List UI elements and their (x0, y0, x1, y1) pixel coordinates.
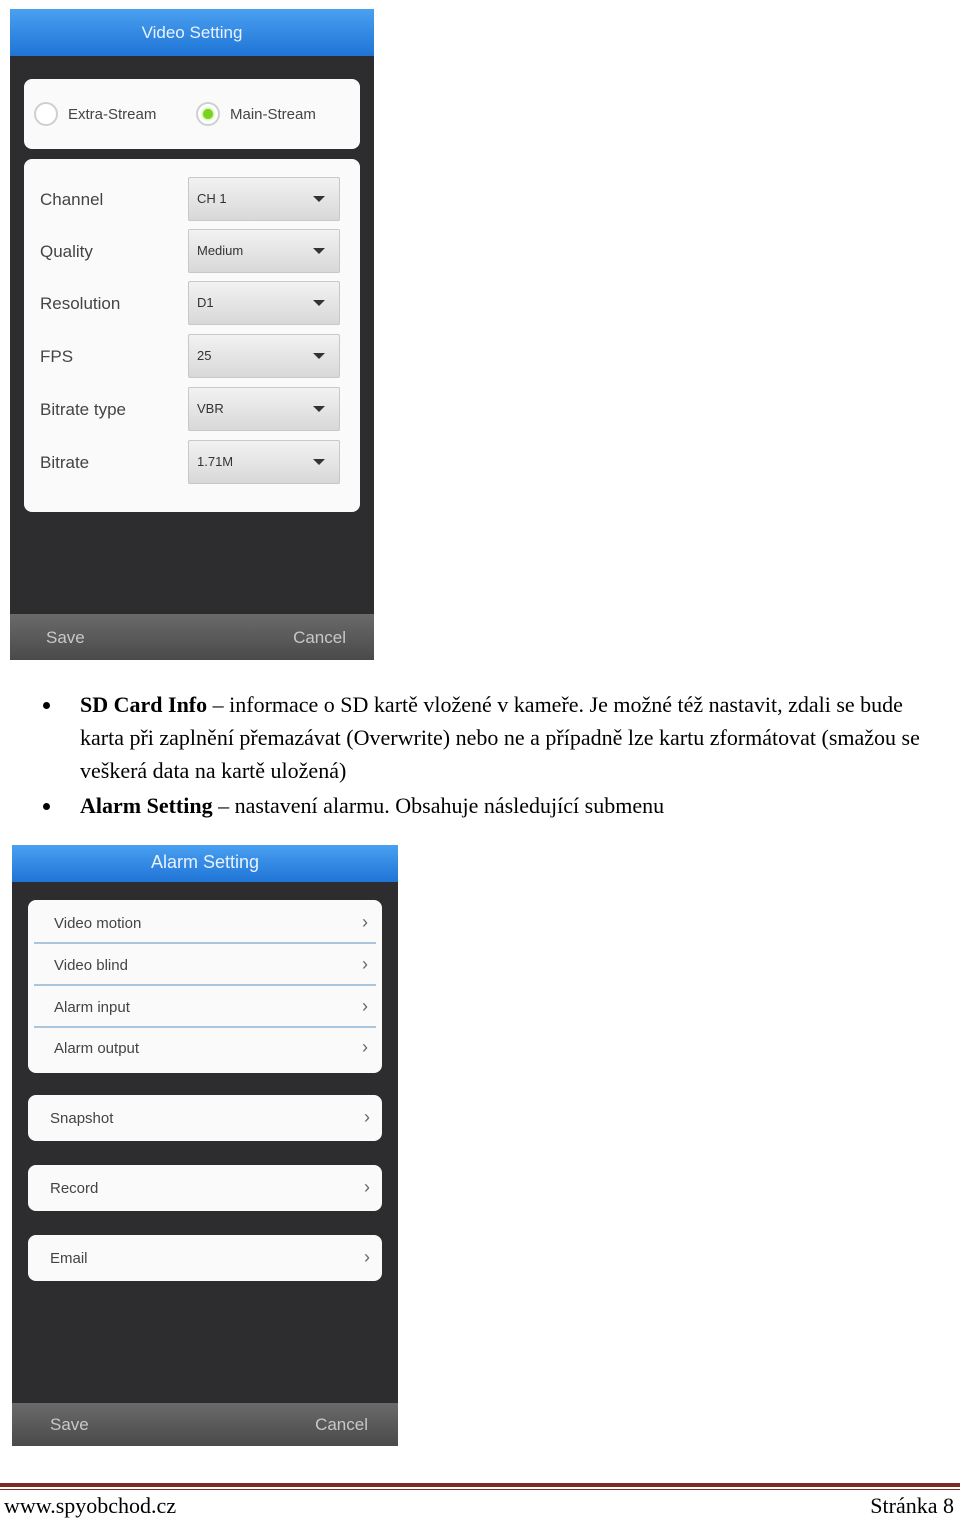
fps-dropdown[interactable] (188, 334, 340, 378)
bullet-icon (43, 702, 50, 709)
chevron-right-icon: › (362, 954, 368, 974)
settings-panel (24, 159, 360, 512)
sd-card-info-paragraph (80, 688, 948, 787)
setting-row-fps (24, 334, 360, 380)
menu-item-label: Video blind (54, 957, 128, 974)
chevron-down-icon (313, 248, 325, 254)
quality-dropdown[interactable] (188, 229, 340, 273)
menu-item-label: Alarm output (54, 1040, 140, 1057)
setting-row-bitrate (24, 440, 360, 486)
menu-item-label: Alarm input (54, 999, 130, 1016)
setting-row-quality (24, 229, 360, 275)
chevron-down-icon (313, 353, 325, 359)
stream-selector (24, 79, 360, 149)
alarm-menu-group (28, 900, 382, 1073)
cancel-button[interactable]: Cancel (315, 1415, 368, 1434)
menu-item-record[interactable] (28, 1165, 382, 1211)
chevron-right-icon: › (364, 1177, 370, 1197)
menu-item-email[interactable] (28, 1235, 382, 1281)
footer-divider-thin (0, 1489, 960, 1490)
save-button[interactable]: Save (50, 1415, 89, 1434)
setting-row-resolution (24, 281, 360, 327)
dropdown-value: 1.71M (197, 454, 234, 469)
sd-card-info-description: – informace o SD kartě vložené v kameře. Je možné též nastavit, zdali se bude karta při zaplnění přemazávat (Overwrite) nebo ne a případně lze kartu zformátovat (smažou se veškerá data na kartě uložená) (80, 692, 920, 783)
alarm-setting-term: Alarm Setting (80, 793, 213, 818)
setting-label: Channel (40, 190, 104, 209)
menu-item-video-motion[interactable] (28, 903, 382, 944)
menu-item-label: Video motion (54, 915, 142, 932)
main-stream-radio[interactable] (196, 102, 220, 126)
footer-website: www.spyobchod.cz (4, 1493, 177, 1518)
resolution-dropdown[interactable] (188, 281, 340, 325)
footer-divider (0, 1483, 960, 1487)
setting-row-bitrate-type (24, 387, 360, 433)
menu-item-snapshot[interactable] (28, 1095, 382, 1141)
chevron-down-icon (313, 300, 325, 306)
chevron-down-icon (313, 196, 325, 202)
setting-label: Bitrate type (40, 400, 126, 419)
dropdown-value: D1 (197, 295, 214, 310)
menu-item-alarm-input[interactable] (28, 987, 382, 1028)
alarm-setting-bottom-bar (12, 1403, 398, 1446)
alarm-setting-title: Alarm Setting (12, 845, 398, 882)
menu-item-label: Snapshot (50, 1110, 114, 1127)
video-setting-bottom-bar (10, 614, 374, 660)
menu-item-video-blind[interactable] (28, 945, 382, 986)
dropdown-value: 25 (197, 348, 212, 363)
video-setting-screenshot (10, 9, 374, 660)
alarm-setting-screenshot (12, 845, 398, 1446)
chevron-right-icon: › (364, 1107, 370, 1127)
alarm-setting-description: – nastavení alarmu. Obsahuje následující submenu (212, 793, 665, 818)
setting-label: Quality (40, 242, 93, 261)
setting-label: Resolution (40, 294, 121, 313)
save-button[interactable]: Save (46, 628, 85, 647)
bitrate-type-dropdown[interactable] (188, 387, 340, 431)
video-setting-title: Video Setting (10, 9, 374, 56)
setting-row-channel (24, 177, 360, 223)
chevron-down-icon (313, 459, 325, 465)
setting-label: Bitrate (40, 453, 90, 472)
menu-item-alarm-output[interactable] (28, 1028, 382, 1069)
sd-card-info-term: SD Card Info (80, 692, 208, 717)
dropdown-value: VBR (197, 401, 224, 416)
bitrate-dropdown[interactable] (188, 440, 340, 484)
cancel-button[interactable]: Cancel (293, 628, 346, 647)
menu-item-label: Email (50, 1250, 88, 1267)
chevron-right-icon: › (362, 912, 368, 932)
chevron-right-icon: › (362, 1037, 368, 1057)
divider (34, 984, 376, 986)
bullet-icon (43, 803, 50, 810)
alarm-setting-paragraph (80, 789, 948, 822)
extra-stream-radio[interactable] (34, 102, 58, 126)
setting-label: FPS (40, 347, 74, 366)
extra-stream-label: Extra-Stream (68, 106, 157, 123)
chevron-right-icon: › (364, 1247, 370, 1267)
menu-item-label: Record (50, 1180, 99, 1197)
main-stream-label: Main-Stream (230, 106, 316, 123)
chevron-right-icon: › (362, 996, 368, 1016)
dropdown-value: CH 1 (197, 191, 227, 206)
footer-page-number: Stránka 8 (870, 1493, 954, 1518)
chevron-down-icon (313, 406, 325, 412)
divider (34, 942, 376, 944)
channel-dropdown[interactable] (188, 177, 340, 221)
dropdown-value: Medium (197, 243, 244, 258)
